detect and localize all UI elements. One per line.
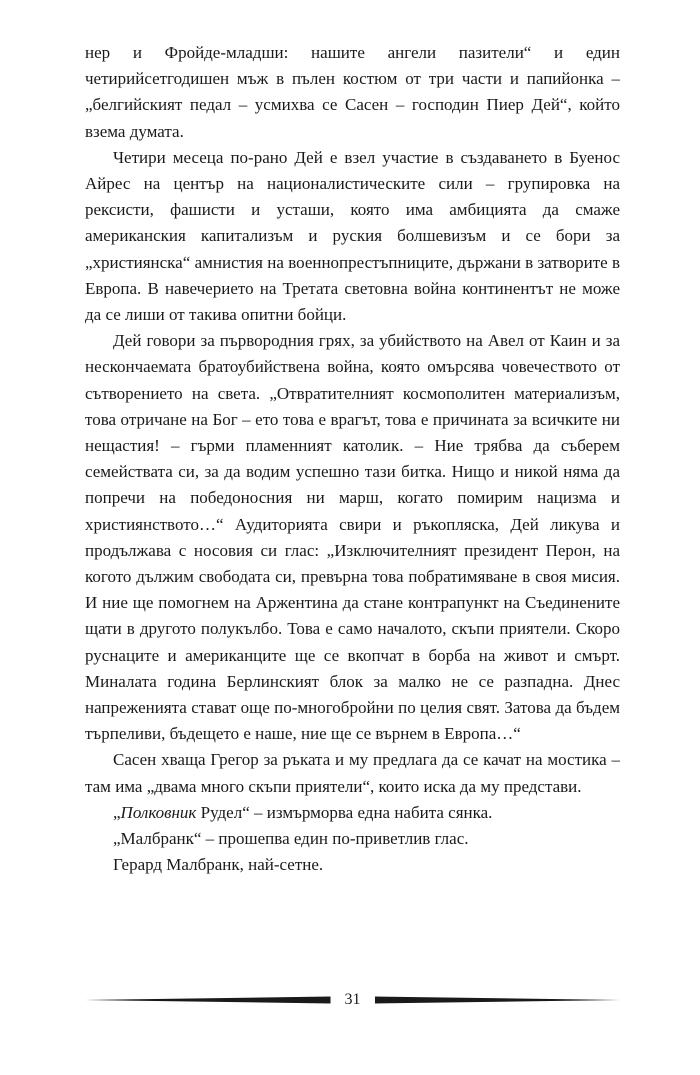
paragraph-3: Дей говори за първородния грях, за убийството на Авел от Каин и за нескончаемата братоубийствена война, която омърсява човечеството от сътворението на света. „Отвратителният космополитен материализъм, това отричане на Бог – ето това е врагът, това е причината за всичките ни нещастия! – гърми пламенният католик. – Ние трябва да съберем семействата си, за да водим успешно тази битка. Нищо и никой няма да попречи на победоносния ни марш, когато помирим нацизма и християнството…“ Аудиторията свири и ръкопляска, Дей ликува и продължава с носовия си глас: „Изключителният президент Перон, на когото дължим свободата си, превърна това побратимяване в своя мисия. И ние ще помогнем на Аржентина да стане контрапункт на Съединените щати в другото полукълбо. Това е само началото, скъпи приятели. Скоро руснаците и американците ще се вкопчат в борба на живот и смърт. Миналата година Берлинският блок за малко не се разпадна. Днес напреженията стават още по-многобройни по целия свят. Затова да бъдем търпеливи, бъдещето е наше, ние ще се върнем в Европа…“ [85,331,620,744]
paragraph-2: Четири месеца по-рано Дей е взел участие в създаването в Буенос Айрес на център на националистическите сили – групировка на рексисти, фашисти и усташи, която има амбицията да смаже американския капитализъм и руския болшевизъм и се бори за „християнска“ амнистия на военнопрестъпниците, държани в затворите в Европа. В навечерието на Третата световна война континентът не може да се лиши от такива опитни бойци. [85,147,620,325]
dialogue-line-malbranc: „Малбранк“ – прошепва един по-приветлив глас. [113,829,469,849]
page-body [85,40,620,879]
page-footer [85,985,620,1015]
paragraph-4: Сасен хваща Грегор за ръката и му предлага да се качат на мостика – там има „двама много скъпи приятели“, които иска да му представи. [85,750,620,796]
right-ornament-rule [375,995,621,1005]
closing-line: Герард Малбранк, най-сетне. [113,855,324,875]
paragraph-1: нер и Фройде-младши: нашите ангели пазители“ и един четирийсетгодишен мъж в пълен костюм от три части и папийонка – „белгийският педал – усмихва се Сасен – господин Пиер Дей“, който взема думата. [85,43,620,141]
italic-word: Полковник [120,802,197,822]
dialogue-rest: Рудел“ – измърморва една набита сянка. [196,802,493,822]
page-number: 31 [344,991,361,1008]
quote-open: „ [113,802,121,822]
dialogue-line-rudel [85,800,620,826]
left-ornament-rule [85,995,331,1005]
